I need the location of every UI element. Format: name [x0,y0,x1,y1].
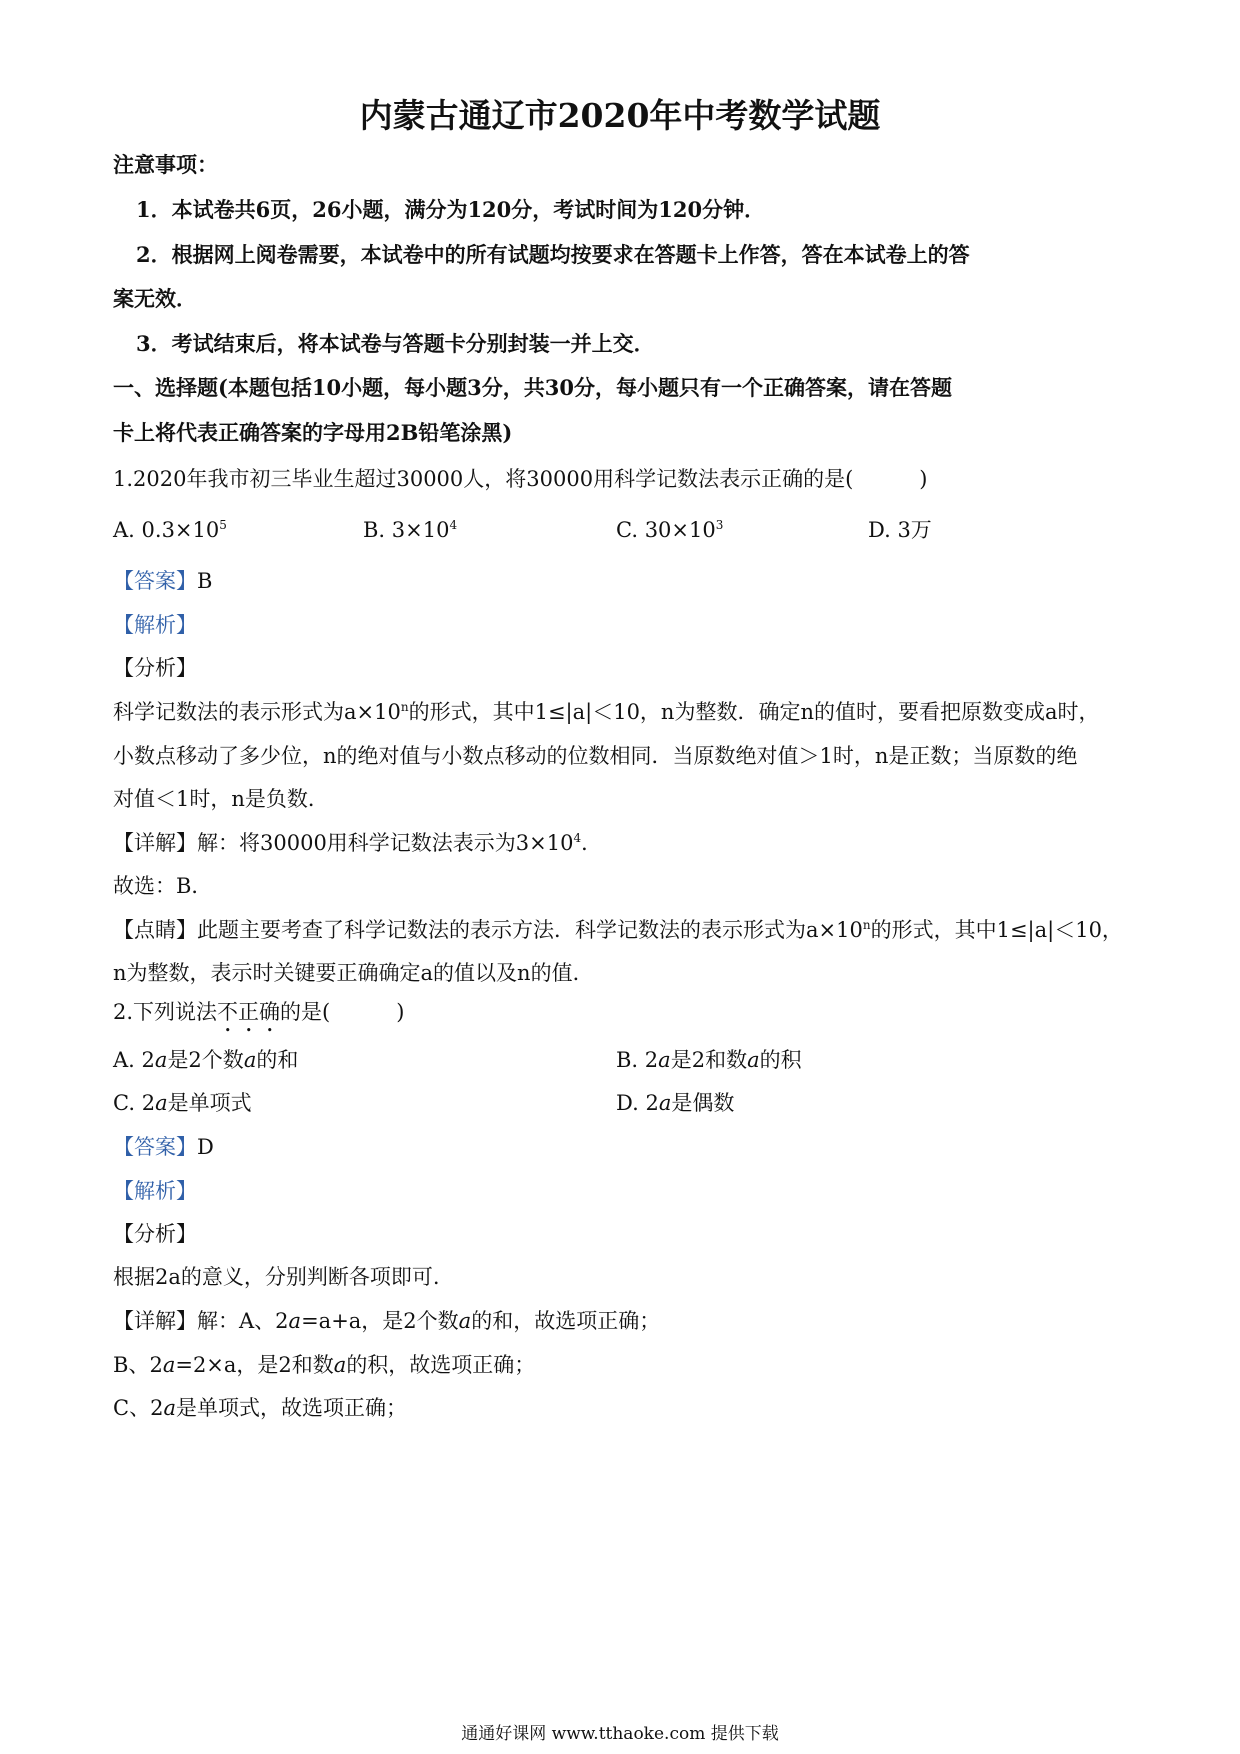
text: B、 [113,1353,150,1377]
q1-stem-text: 1.2020年我市初三毕业生超过30000人，将30000用科学记数法表示正确的是( [113,467,854,491]
page-footer: 通通好课网 www.tthaoke.com 提供下载 [461,1724,779,1744]
option-c-label: C. [616,518,638,542]
label: B. [616,1048,639,1072]
q1-detail [113,828,602,858]
q1-option-c [616,515,723,545]
text: 【详解】解：将30000用科学记数法表示为3×10 [113,831,574,855]
answer-value: B [197,569,213,593]
expr-var: a [155,1091,168,1115]
notice-heading: 注意事项： [113,152,218,177]
q1-comment-line-2: n为整数，表示时关键要正确确定a的值以及n的值． [113,961,594,985]
q2-analysis: 根据2a的意义，分别判断各项即可. [113,1265,440,1289]
q2-stem [113,997,404,1037]
q1-answer [113,566,212,596]
var: a [333,1353,347,1377]
q1-analysis-line-2: 小数点移动了多少位，n的绝对值与小数点移动的位数相同．当原数绝对值＞1时，n是正数；当原数的绝 [113,744,1078,768]
label: D. [616,1091,639,1115]
q2-fenxi-tag: 【分析】 [113,1222,197,1246]
text: ． [581,831,603,855]
page-title: 内蒙古通辽市2020年中考数学试题 [359,96,881,135]
text: 的形式，其中1≤|a|＜10， [870,918,1123,942]
text: =2×a，是2和数 [175,1353,334,1377]
exp: n [862,918,871,932]
expr-num: 2 [275,1309,289,1333]
expr-var: a [288,1309,302,1333]
expr-num: 2 [149,1353,163,1377]
q2-detail-line-2 [113,1350,535,1380]
option-b-base: 3×10 [391,518,450,542]
expr-num: 2 [645,1091,659,1115]
option-c-base: 30×10 [644,518,716,542]
q2-option-b [616,1045,802,1075]
text: 2.下列说法 [113,1000,218,1024]
exp: n [400,700,409,714]
notice-item-2-cont: 案无效． [113,286,197,311]
text: ) [396,1000,405,1024]
label: C. [113,1091,135,1115]
text: 的是( [280,1000,331,1024]
q1-option-d: D. 3万 [868,518,932,542]
q2-answer [113,1132,214,1162]
expr-num: 2 [644,1048,659,1072]
notice-item-3: 3．考试结束后，将本试卷与答题卡分别封装一并上交． [136,331,655,356]
q1-stem [113,464,927,494]
q2-detail-line-3 [113,1393,407,1423]
text: 是2个数 [167,1048,244,1072]
text: 是2和数 [670,1048,748,1072]
var: a [243,1048,257,1072]
answer-tag: 【答案】 [113,569,197,593]
expr-var: a [163,1396,176,1420]
q1-choose: 故选：B． [113,874,213,898]
emphasis-text: 不正确 [217,1000,281,1024]
q2-jiexi-tag: 【解析】 [113,1179,197,1203]
expr-var: a [162,1353,176,1377]
var: a [747,1048,760,1072]
expr-var: a [658,1091,672,1115]
option-a-exp: 5 [219,518,227,532]
option-a-base: 0.3×10 [141,518,220,542]
text: 是单项式，故选项正确； [175,1396,407,1420]
q1-analysis-line-3: 对值＜1时，n是负数． [113,787,329,811]
text: 的和 [256,1048,299,1072]
q1-analysis-line-1 [113,697,1100,727]
text: 是偶数 [671,1091,735,1115]
text: 【详解】解：A、 [113,1309,276,1333]
expr-num: 2 [141,1048,155,1072]
text: 的形式，其中1≤|a|＜10，n为整数．确定n的值时，要看把原数变成a时， [408,700,1100,724]
q2-option-a [113,1045,298,1075]
text: C、 [113,1396,151,1420]
expr-var: a [658,1048,671,1072]
option-b-label: B. [363,518,386,542]
text: 的积 [759,1048,802,1072]
expr-num: 2 [141,1091,156,1115]
q1-jiexi-tag: 【解析】 [113,613,197,637]
notice-item-1: 1．本试卷共6页，26小题，满分为120分，考试时间为120分钟． [136,197,766,222]
var: a [458,1309,472,1333]
exp: 4 [573,831,582,845]
q1-comment-line-1 [113,915,1123,945]
text: =a+a，是2个数 [301,1309,459,1333]
section-1-heading: 一、选择题(本题包括10小题，每小题3分，共30分，每小题只有一个正确答案，请在答题 [113,375,952,400]
text: 是单项式 [167,1091,252,1115]
text: 科学记数法的表示形式为a×10 [113,700,401,724]
q1-option-a [113,515,227,545]
option-b-exp: 4 [449,518,458,532]
option-a-label: A. [113,518,135,542]
option-c-exp: 3 [715,518,724,532]
text: 的和，故选项正确； [471,1309,661,1333]
label: A. [113,1048,135,1072]
text: 【点睛】此题主要考查了科学记数法的表示方法．科学记数法的表示形式为a×10 [113,918,863,942]
answer-tag: 【答案】 [113,1135,197,1159]
text: 的积，故选项正确； [346,1353,536,1377]
expr-var: a [154,1048,168,1072]
q2-option-c [113,1088,252,1118]
q2-detail-line-1 [113,1306,660,1336]
q2-option-d [616,1088,734,1118]
section-1-heading-cont: 卡上将代表正确答案的字母用2B铅笔涂黑) [113,420,513,445]
q1-stem-end: ) [919,467,928,491]
notice-item-2: 2．根据网上阅卷需要，本试卷中的所有试题均按要求在答题卡上作答，答在本试卷上的答 [136,242,970,267]
expr-num: 2 [150,1396,164,1420]
answer-value: D [197,1135,214,1159]
q1-fenxi-tag: 【分析】 [113,656,197,680]
q1-option-b [363,515,457,545]
